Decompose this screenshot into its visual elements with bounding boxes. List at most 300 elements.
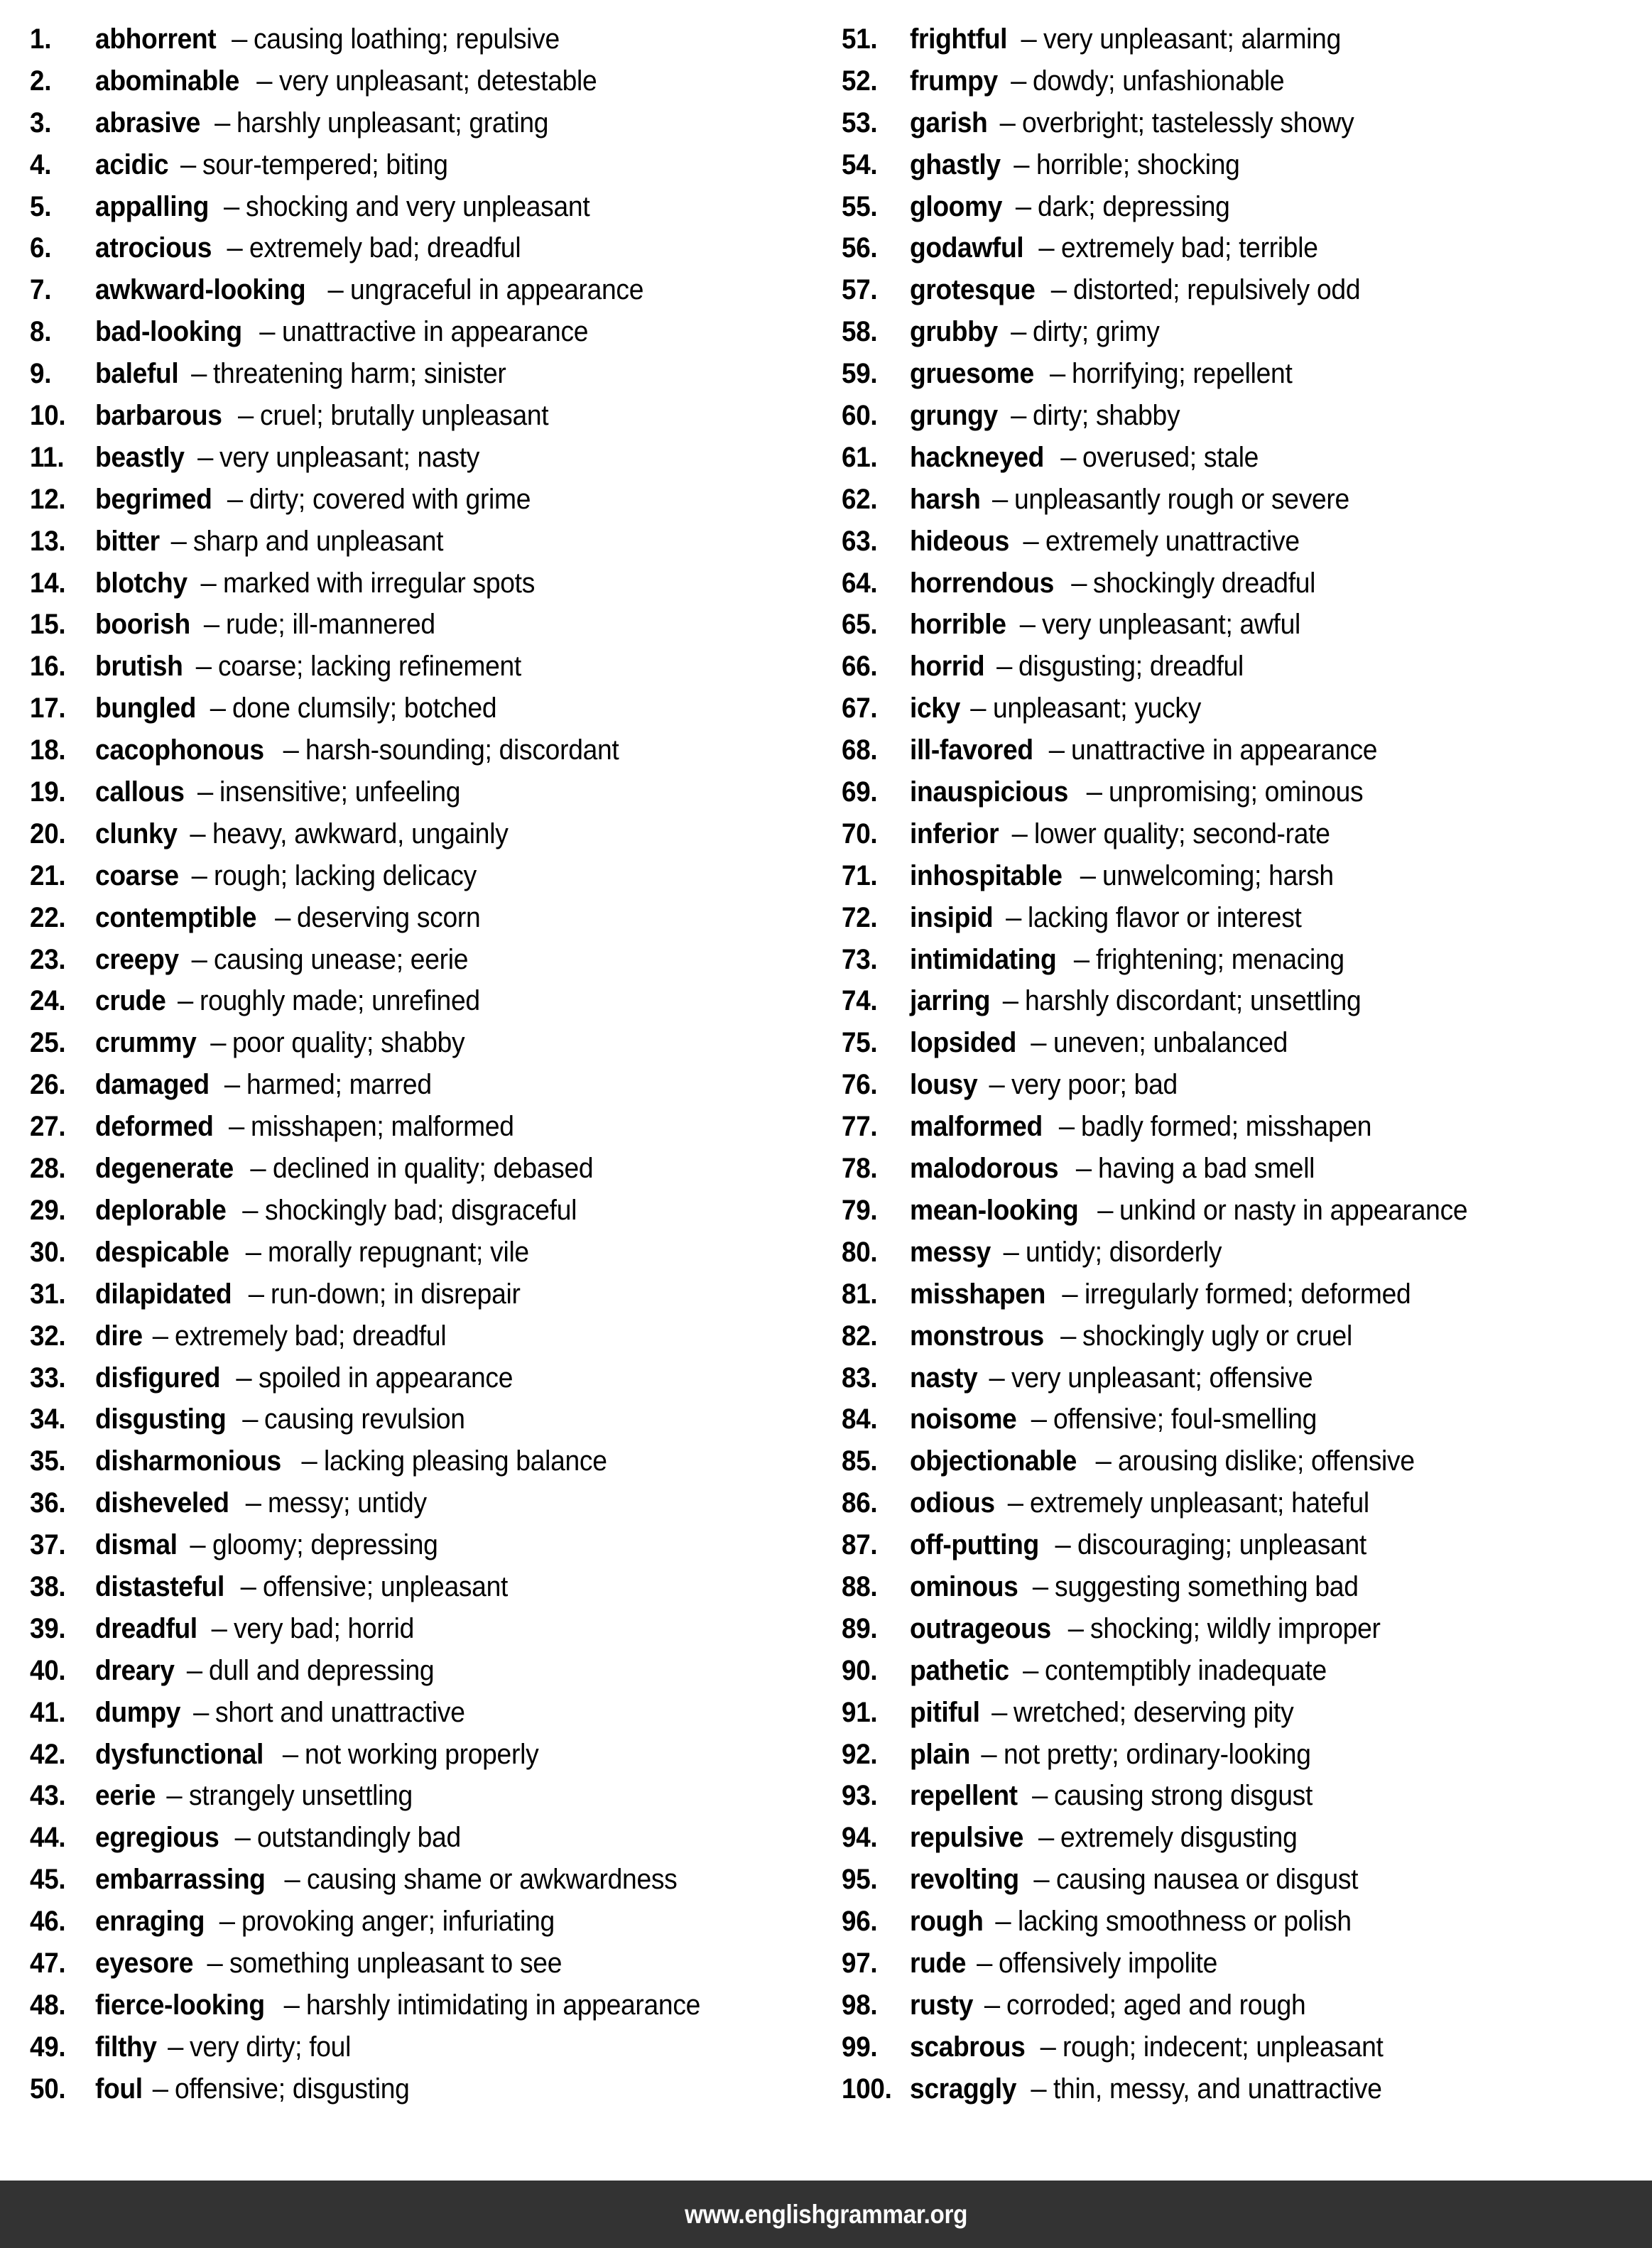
- list-item: [30, 1232, 820, 1274]
- word-definition: declined in quality; debased: [272, 1153, 593, 1185]
- word-definition: untidy; disorderly: [1025, 1236, 1222, 1268]
- word-definition: extremely disgusting: [1060, 1822, 1298, 1854]
- dash-separator: –: [1071, 567, 1087, 599]
- word-definition: dirty; shabby: [1033, 400, 1180, 432]
- vocabulary-word: ghastly: [910, 148, 1001, 180]
- vocabulary-word: outrageous: [910, 1612, 1051, 1644]
- vocabulary-word: brutish: [95, 651, 183, 683]
- vocabulary-word: nasty: [910, 1362, 978, 1394]
- dash-separator: –: [1011, 316, 1027, 348]
- dash-separator: –: [981, 1738, 997, 1770]
- list-item: [842, 1064, 1646, 1106]
- item-number: 81.: [842, 1278, 878, 1310]
- item-number: 80.: [842, 1236, 878, 1268]
- list-item: [842, 395, 1646, 437]
- item-number: 37.: [30, 1529, 66, 1561]
- list-item: [30, 437, 820, 479]
- dash-separator: –: [224, 1069, 241, 1101]
- vocabulary-word: frightful: [910, 23, 1008, 55]
- list-item: [30, 1357, 820, 1399]
- list-item: [30, 1775, 820, 1817]
- item-number: 66.: [842, 651, 878, 683]
- vocabulary-word: gloomy: [910, 190, 1003, 222]
- vocabulary-word: lousy: [910, 1069, 978, 1101]
- list-item: [842, 1901, 1646, 1943]
- vocabulary-word: horrendous: [910, 567, 1054, 599]
- vocabulary-word: pathetic: [910, 1654, 1009, 1686]
- item-number: 85.: [842, 1445, 878, 1477]
- word-definition: disgusting; dreadful: [1018, 651, 1244, 683]
- word-definition: corroded; aged and rough: [1006, 1989, 1306, 2021]
- item-number: 33.: [30, 1362, 66, 1394]
- item-number: 46.: [30, 1906, 66, 1938]
- item-number: 86.: [842, 1487, 878, 1519]
- vocabulary-word: bad-looking: [95, 316, 242, 348]
- dash-separator: –: [190, 1529, 206, 1561]
- vocabulary-word: hackneyed: [910, 441, 1044, 473]
- item-number: 98.: [842, 1989, 878, 2021]
- word-definition: extremely bad; dreadful: [175, 1320, 447, 1352]
- list-item: [30, 1692, 820, 1734]
- item-number: 25.: [30, 1027, 66, 1059]
- dash-separator: –: [1060, 441, 1077, 473]
- dash-separator: –: [191, 859, 207, 891]
- word-definition: unwelcoming; harsh: [1102, 859, 1334, 891]
- dash-separator: –: [245, 1236, 262, 1268]
- item-number: 21.: [30, 859, 66, 891]
- dash-separator: –: [207, 1947, 223, 1979]
- item-number: 53.: [842, 107, 878, 139]
- item-number: 60.: [842, 400, 878, 432]
- dash-separator: –: [1038, 1822, 1055, 1854]
- list-item: [842, 353, 1646, 395]
- item-number: 97.: [842, 1947, 878, 1979]
- dash-separator: –: [1058, 1111, 1075, 1143]
- word-definition: provoking anger; infuriating: [241, 1906, 555, 1938]
- dash-separator: –: [970, 693, 987, 724]
- item-number: 20.: [30, 818, 66, 849]
- item-number: 87.: [842, 1529, 878, 1561]
- word-definition: very unpleasant; detestable: [278, 65, 597, 97]
- list-item: [842, 688, 1646, 729]
- item-number: 47.: [30, 1947, 66, 1979]
- item-number: 49.: [30, 2031, 66, 2063]
- item-number: 35.: [30, 1445, 66, 1477]
- list-item: [30, 353, 820, 395]
- list-item: [842, 521, 1646, 563]
- word-definition: causing strong disgust: [1054, 1780, 1313, 1812]
- vocabulary-word: rude: [910, 1947, 967, 1979]
- vocabulary-word: godawful: [910, 232, 1024, 264]
- item-number: 18.: [30, 734, 66, 766]
- dash-separator: –: [1019, 609, 1036, 641]
- dash-separator: –: [1060, 1320, 1077, 1352]
- item-number: 92.: [842, 1738, 878, 1770]
- item-number: 26.: [30, 1069, 66, 1101]
- word-definition: harshly unpleasant; grating: [237, 107, 549, 139]
- item-number: 69.: [842, 776, 878, 808]
- vocabulary-word: atrocious: [95, 232, 212, 264]
- word-definition: causing nausea or disgust: [1055, 1864, 1358, 1896]
- dash-separator: –: [977, 1947, 993, 1979]
- item-number: 61.: [842, 441, 878, 473]
- word-definition: arousing dislike; offensive: [1117, 1445, 1415, 1477]
- list-item: [30, 897, 820, 939]
- item-number: 22.: [30, 901, 66, 933]
- list-item: [842, 437, 1646, 479]
- vocabulary-word: plain: [910, 1738, 970, 1770]
- word-definition: unpromising; ominous: [1108, 776, 1364, 808]
- dash-separator: –: [229, 1111, 245, 1143]
- vocabulary-word: callous: [95, 776, 185, 808]
- vocabulary-word: blotchy: [95, 567, 188, 599]
- list-item: [30, 2026, 820, 2068]
- item-number: 38.: [30, 1570, 66, 1602]
- list-item: [30, 1482, 820, 1524]
- word-definition: not working properly: [305, 1738, 539, 1770]
- item-number: 83.: [842, 1362, 878, 1394]
- item-number: 3.: [30, 107, 52, 139]
- vocabulary-word: insipid: [910, 901, 994, 933]
- item-number: 11.: [30, 441, 65, 473]
- dash-separator: –: [1031, 1027, 1047, 1059]
- word-definition: lacking smoothness or polish: [1017, 1906, 1352, 1938]
- vocabulary-word: inferior: [910, 818, 999, 849]
- list-item: [30, 563, 820, 604]
- dash-separator: –: [1031, 2073, 1047, 2105]
- list-item: [30, 1984, 820, 2026]
- word-definition: strangely unsettling: [188, 1780, 413, 1812]
- list-item: [30, 311, 820, 353]
- word-definition: harmed; marred: [246, 1069, 432, 1101]
- list-item: [842, 729, 1646, 771]
- item-number: 48.: [30, 1989, 66, 2021]
- item-number: 30.: [30, 1236, 66, 1268]
- word-definition: cruel; brutally unpleasant: [260, 400, 549, 432]
- list-item: [30, 1943, 820, 1984]
- vocabulary-word: frumpy: [910, 65, 998, 97]
- dash-separator: –: [166, 1780, 183, 1812]
- item-number: 15.: [30, 609, 66, 641]
- dash-separator: –: [219, 1906, 235, 1938]
- item-number: 4.: [30, 148, 52, 180]
- word-definition: ungraceful in appearance: [349, 274, 643, 306]
- word-definition: unpleasant; yucky: [992, 693, 1201, 724]
- list-item: [842, 604, 1646, 646]
- vocabulary-word: enraging: [95, 1906, 205, 1938]
- vocabulary-word: objectionable: [910, 1445, 1077, 1477]
- vocabulary-word: monstrous: [910, 1320, 1044, 1352]
- word-definition: irregularly formed; deformed: [1084, 1278, 1411, 1310]
- word-definition: gloomy; depressing: [212, 1529, 438, 1561]
- list-item: [30, 1022, 820, 1064]
- word-definition: extremely bad; dreadful: [249, 232, 521, 264]
- dash-separator: –: [248, 1278, 264, 1310]
- item-number: 82.: [842, 1320, 878, 1352]
- word-definition: very dirty; foul: [190, 2031, 352, 2063]
- vocabulary-word: odious: [910, 1487, 995, 1519]
- site-url[interactable]: www.englishgrammar.org: [685, 2199, 967, 2229]
- list-item: [30, 1399, 820, 1440]
- dash-separator: –: [1011, 65, 1027, 97]
- list-item: [30, 1064, 820, 1106]
- dash-separator: –: [1023, 525, 1039, 557]
- list-item: [30, 980, 820, 1022]
- list-item: [30, 1106, 820, 1148]
- item-number: 70.: [842, 818, 878, 849]
- dash-separator: –: [1006, 901, 1022, 933]
- list-item: [30, 1650, 820, 1692]
- list-item: [30, 1274, 820, 1315]
- dash-separator: –: [1015, 190, 1032, 222]
- vocabulary-word: abominable: [95, 65, 240, 97]
- dash-separator: –: [1003, 1236, 1019, 1268]
- item-number: 6.: [30, 232, 52, 264]
- vocabulary-word: grungy: [910, 400, 998, 432]
- dash-separator: –: [238, 400, 254, 432]
- word-definition: very unpleasant; alarming: [1043, 23, 1341, 55]
- vocabulary-word: bungled: [95, 693, 197, 724]
- dash-separator: –: [186, 1654, 203, 1686]
- item-number: 24.: [30, 985, 66, 1017]
- word-definition: poor quality; shabby: [232, 1027, 465, 1059]
- word-definition: not pretty; ordinary-looking: [1003, 1738, 1311, 1770]
- word-definition: dirty; grimy: [1033, 316, 1160, 348]
- item-number: 94.: [842, 1822, 878, 1854]
- word-definition: something unpleasant to see: [229, 1947, 562, 1979]
- word-definition: unattractive in appearance: [281, 316, 588, 348]
- dash-separator: –: [259, 316, 276, 348]
- word-definition: suggesting something bad: [1055, 1570, 1359, 1602]
- item-number: 19.: [30, 776, 66, 808]
- vocabulary-word: rusty: [910, 1989, 974, 2021]
- word-definition: harshly discordant; unsettling: [1024, 985, 1362, 1017]
- dash-separator: –: [193, 1696, 210, 1728]
- item-number: 28.: [30, 1153, 66, 1185]
- item-number: 63.: [842, 525, 878, 557]
- list-item: [30, 60, 820, 102]
- word-definition: extremely bad; terrible: [1060, 232, 1318, 264]
- list-item: [30, 1608, 820, 1650]
- word-definition: horrible; shocking: [1036, 148, 1240, 180]
- list-item: [842, 186, 1646, 228]
- dash-separator: –: [232, 23, 248, 55]
- vocabulary-word: embarrassing: [95, 1864, 266, 1896]
- vocabulary-word: dumpy: [95, 1696, 181, 1728]
- list-item: [842, 1190, 1646, 1232]
- dash-separator: –: [236, 1362, 252, 1394]
- list-item: [30, 1148, 820, 1190]
- item-number: 10.: [30, 400, 66, 432]
- dash-separator: –: [1011, 818, 1028, 849]
- dash-separator: –: [227, 483, 244, 515]
- dash-separator: –: [168, 2031, 184, 2063]
- word-definition: causing loathing; repulsive: [254, 23, 560, 55]
- dash-separator: –: [210, 1027, 227, 1059]
- list-item: [842, 479, 1646, 521]
- dash-separator: –: [170, 525, 187, 557]
- word-definition: discouraging; unpleasant: [1077, 1529, 1366, 1561]
- dash-separator: –: [1048, 734, 1065, 766]
- item-number: 42.: [30, 1738, 66, 1770]
- dash-separator: –: [1086, 776, 1102, 808]
- dash-separator: –: [1014, 148, 1030, 180]
- word-definition: uneven; unbalanced: [1053, 1027, 1288, 1059]
- dash-separator: –: [984, 1989, 1001, 2021]
- list-item: [30, 813, 820, 855]
- dash-separator: –: [223, 190, 240, 222]
- list-item: [30, 1440, 820, 1482]
- word-definition: shockingly bad; disgraceful: [264, 1194, 577, 1226]
- list-item: [842, 60, 1646, 102]
- dash-separator: –: [1002, 985, 1018, 1017]
- item-number: 7.: [30, 274, 52, 306]
- vocabulary-word: dire: [95, 1320, 143, 1352]
- item-number: 72.: [842, 901, 878, 933]
- list-item: [30, 144, 820, 186]
- item-number: 89.: [842, 1612, 878, 1644]
- vocabulary-word: lopsided: [910, 1027, 1016, 1059]
- item-number: 2.: [30, 65, 52, 97]
- list-item: [30, 688, 820, 729]
- item-number: 95.: [842, 1864, 878, 1896]
- list-item: [842, 1817, 1646, 1859]
- item-number: 29.: [30, 1194, 66, 1226]
- item-number: 54.: [842, 148, 878, 180]
- list-item: [842, 646, 1646, 688]
- list-item: [30, 1817, 820, 1859]
- dash-separator: –: [1049, 358, 1066, 390]
- list-item: [842, 1943, 1646, 1984]
- word-definition: frightening; menacing: [1096, 943, 1344, 975]
- item-number: 12.: [30, 483, 66, 515]
- item-number: 76.: [842, 1069, 878, 1101]
- word-definition: dull and depressing: [209, 1654, 435, 1686]
- right-column: [826, 18, 1652, 2110]
- vocabulary-word: deformed: [95, 1111, 214, 1143]
- dash-separator: –: [1080, 859, 1097, 891]
- vocabulary-word: harsh: [910, 483, 981, 515]
- item-number: 14.: [30, 567, 66, 599]
- list-item: [842, 563, 1646, 604]
- item-number: 8.: [30, 316, 52, 348]
- list-item: [30, 939, 820, 981]
- word-definition: sharp and unpleasant: [192, 525, 444, 557]
- vocabulary-word: egregious: [95, 1822, 219, 1854]
- word-definition: dark; depressing: [1038, 190, 1230, 222]
- item-number: 45.: [30, 1864, 66, 1896]
- word-definition: harshly intimidating in appearance: [305, 1989, 700, 2021]
- dash-separator: –: [203, 609, 220, 641]
- list-item: [30, 604, 820, 646]
- word-definition: very bad; horrid: [233, 1612, 414, 1644]
- list-item: [842, 813, 1646, 855]
- vocabulary-word: boorish: [95, 609, 190, 641]
- item-number: 67.: [842, 693, 878, 724]
- dash-separator: –: [1075, 1153, 1092, 1185]
- list-item: [842, 1148, 1646, 1190]
- list-item: [842, 269, 1646, 311]
- left-column: [0, 18, 826, 2110]
- dash-separator: –: [1062, 1278, 1078, 1310]
- dash-separator: –: [177, 985, 194, 1017]
- list-item: [30, 2068, 820, 2110]
- dash-separator: –: [240, 1570, 256, 1602]
- list-item: [30, 18, 820, 60]
- vocabulary-word: icky: [910, 693, 960, 724]
- word-definition: unkind or nasty in appearance: [1119, 1194, 1468, 1226]
- vocabulary-word: gruesome: [910, 358, 1034, 390]
- list-item: [30, 1524, 820, 1566]
- vocabulary-word: inhospitable: [910, 859, 1063, 891]
- item-number: 84.: [842, 1403, 878, 1435]
- list-item: [30, 1901, 820, 1943]
- vocabulary-word: repulsive: [910, 1822, 1024, 1854]
- vocabulary-word: disfigured: [95, 1362, 221, 1394]
- item-number: 71.: [842, 859, 878, 891]
- word-definition: done clumsily; botched: [232, 693, 497, 724]
- dash-separator: –: [1023, 1654, 1039, 1686]
- item-number: 90.: [842, 1654, 878, 1686]
- dash-separator: –: [197, 776, 214, 808]
- item-number: 88.: [842, 1570, 878, 1602]
- vocabulary-word: begrimed: [95, 483, 212, 515]
- item-number: 43.: [30, 1780, 66, 1812]
- vocabulary-word: disgusting: [95, 1403, 227, 1435]
- vocabulary-word: eyesore: [95, 1947, 194, 1979]
- dash-separator: –: [991, 1696, 1008, 1728]
- vocabulary-word: disharmonious: [95, 1445, 281, 1477]
- dash-separator: –: [191, 358, 207, 390]
- word-definition: sour-tempered; biting: [202, 148, 448, 180]
- dash-separator: –: [1021, 23, 1037, 55]
- word-definition: lacking flavor or interest: [1028, 901, 1302, 933]
- list-item: [842, 897, 1646, 939]
- vocabulary-word: dreadful: [95, 1612, 197, 1644]
- dash-separator: –: [1055, 1529, 1071, 1561]
- list-item: [842, 1734, 1646, 1776]
- word-definition: distorted; repulsively odd: [1073, 274, 1361, 306]
- vocabulary-word: abrasive: [95, 107, 201, 139]
- dash-separator: –: [200, 567, 217, 599]
- item-number: 73.: [842, 943, 878, 975]
- list-item: [30, 1859, 820, 1901]
- dash-separator: –: [190, 818, 206, 849]
- dash-separator: –: [152, 1320, 169, 1352]
- vocabulary-word: beastly: [95, 441, 185, 473]
- vocabulary-word: damaged: [95, 1069, 210, 1101]
- vocabulary-word: dreary: [95, 1654, 175, 1686]
- vocabulary-word: scabrous: [910, 2031, 1026, 2063]
- list-item: [842, 1399, 1646, 1440]
- vocabulary-word: crummy: [95, 1027, 197, 1059]
- vocabulary-word: ill-favored: [910, 734, 1033, 766]
- word-definition: heavy, awkward, ungainly: [212, 818, 509, 849]
- vocabulary-word: degenerate: [95, 1153, 234, 1185]
- dash-separator: –: [327, 274, 344, 306]
- dash-separator: –: [1040, 2031, 1056, 2063]
- list-item: [30, 186, 820, 228]
- word-definition: coarse; lacking refinement: [218, 651, 521, 683]
- item-number: 93.: [842, 1780, 878, 1812]
- vocabulary-word: dismal: [95, 1529, 178, 1561]
- vocabulary-word: cacophonous: [95, 734, 264, 766]
- list-item: [30, 1566, 820, 1608]
- dash-separator: –: [214, 107, 231, 139]
- word-definition: unattractive in appearance: [1071, 734, 1378, 766]
- word-definition: dowdy; unfashionable: [1033, 65, 1285, 97]
- word-definition: offensive; disgusting: [174, 2073, 410, 2105]
